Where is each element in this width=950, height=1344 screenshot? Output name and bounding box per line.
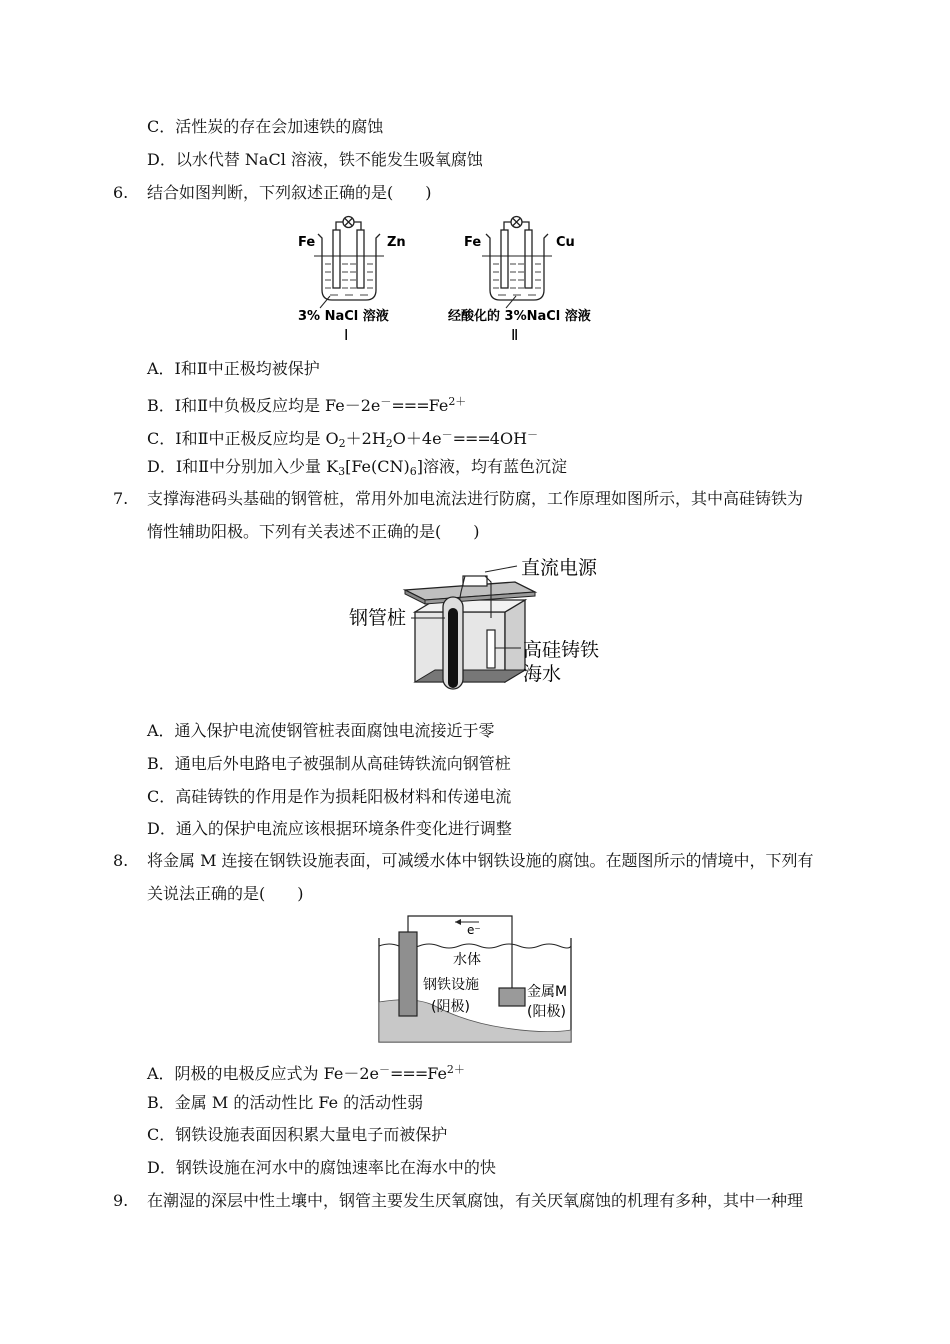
q8-option-b: B．金属 M 的活动性比 Fe 的活动性弱 [147,1093,424,1112]
q7-option-a: A．通入保护电流使钢管桩表面腐蚀电流接近于零 [147,721,495,740]
q7-stem-line-1: 支撑海港码头基础的钢管桩，常用外加电流法进行防腐，工作原理如图所示，其中高硅铸铁为 [147,489,804,508]
seawater-label: 海水 [523,663,562,685]
q6-stem: 结合如图判断，下列叙述正确的是( ) [147,183,432,202]
cell-1-liquid [325,264,373,295]
q6-option-c: C．Ⅰ和Ⅱ中正极反应均是 $O_2+2H_2O+4e^-===4OH^-$ [147,428,539,450]
cell-1-right-electrode: Zn [387,235,406,250]
q6-option-b: B．Ⅰ和Ⅱ中负极反应均是 $Fe-2e^-===Fe^{2+}$ [147,395,467,415]
q5-option-d: D．以水代替 NaCl 溶液，铁不能发生吸氧腐蚀 [147,150,483,169]
q7-option-c: C．高硅铸铁的作用是作为损耗阳极材料和传递电流 [147,787,512,806]
water-label: 水体 [453,952,481,968]
q7-option-d: D．通入的保护电流应该根据环境条件变化进行调整 [147,819,512,838]
cell-2-liquid [493,264,541,295]
q7-figure [345,552,615,702]
q9-stem-line-1: 在潮湿的深层中性土壤中，钢管主要发生厌氧腐蚀，有关厌氧腐蚀的机理有多种，其中一种理 [147,1191,804,1210]
cell-2-label: Ⅱ [511,326,519,344]
q7-number: 7. [113,489,129,508]
cell-1-label: Ⅰ [344,326,349,344]
cell-1-solution: 3% NaCl 溶液 [298,309,389,324]
cell-1 [314,217,384,309]
cell-2-right-electrode: Cu [556,235,575,250]
q6-option-a: A．Ⅰ和Ⅱ中正极均被保护 [147,359,320,378]
q8-number: 8. [113,851,129,870]
q6-figure [290,212,610,347]
q8-option-c: C．钢铁设施表面因积累大量电子而被保护 [147,1125,448,1144]
electron-label: e⁻ [467,923,481,937]
cathode-label: (阴极) [431,999,470,1015]
q7-option-b: B．通电后外电路电子被强制从高硅铸铁流向钢管桩 [147,754,511,773]
q8-option-d: D．钢铁设施在河水中的腐蚀速率比在海水中的快 [147,1158,496,1177]
q6-number: 6. [113,183,129,202]
q5-option-c: C．活性炭的存在会加速铁的腐蚀 [147,117,384,136]
cell-2-left-electrode: Fe [464,235,482,250]
q8-option-a: A．阴极的电极反应式为 $Fe-2e^-===Fe^{2+}$ [147,1063,465,1083]
power-label: 直流电源 [521,557,598,579]
pile-label: 钢管桩 [349,607,407,629]
anode-label: (阳极) [527,1004,566,1020]
cell-2 [482,217,552,309]
q7-stem-line-2: 惰性辅助阳极。下列有关表述不正确的是( ) [147,522,480,541]
q9-number: 9. [113,1191,129,1210]
q8-stem-line-2: 关说法正确的是( ) [147,884,304,903]
cell-2-solution: 经酸化的 3%NaCl 溶液 [448,309,591,324]
cell-1-left-electrode: Fe [298,235,316,250]
q8-stem-line-1: 将金属 M 连接在钢铁设施表面，可减缓水体中钢铁设施的腐蚀。在题图所示的情境中，下列有 [147,851,814,870]
q8-figure [375,910,575,1045]
steel-label: 钢铁设施 [423,977,479,993]
q6-option-d: D．Ⅰ和Ⅱ中分别加入少量 $K_3[Fe(CN)_6]$溶液，均有蓝色沉淀 [147,457,567,478]
anode-label: 高硅铸铁 [523,639,600,661]
metal-label: 金属M [527,984,568,1000]
